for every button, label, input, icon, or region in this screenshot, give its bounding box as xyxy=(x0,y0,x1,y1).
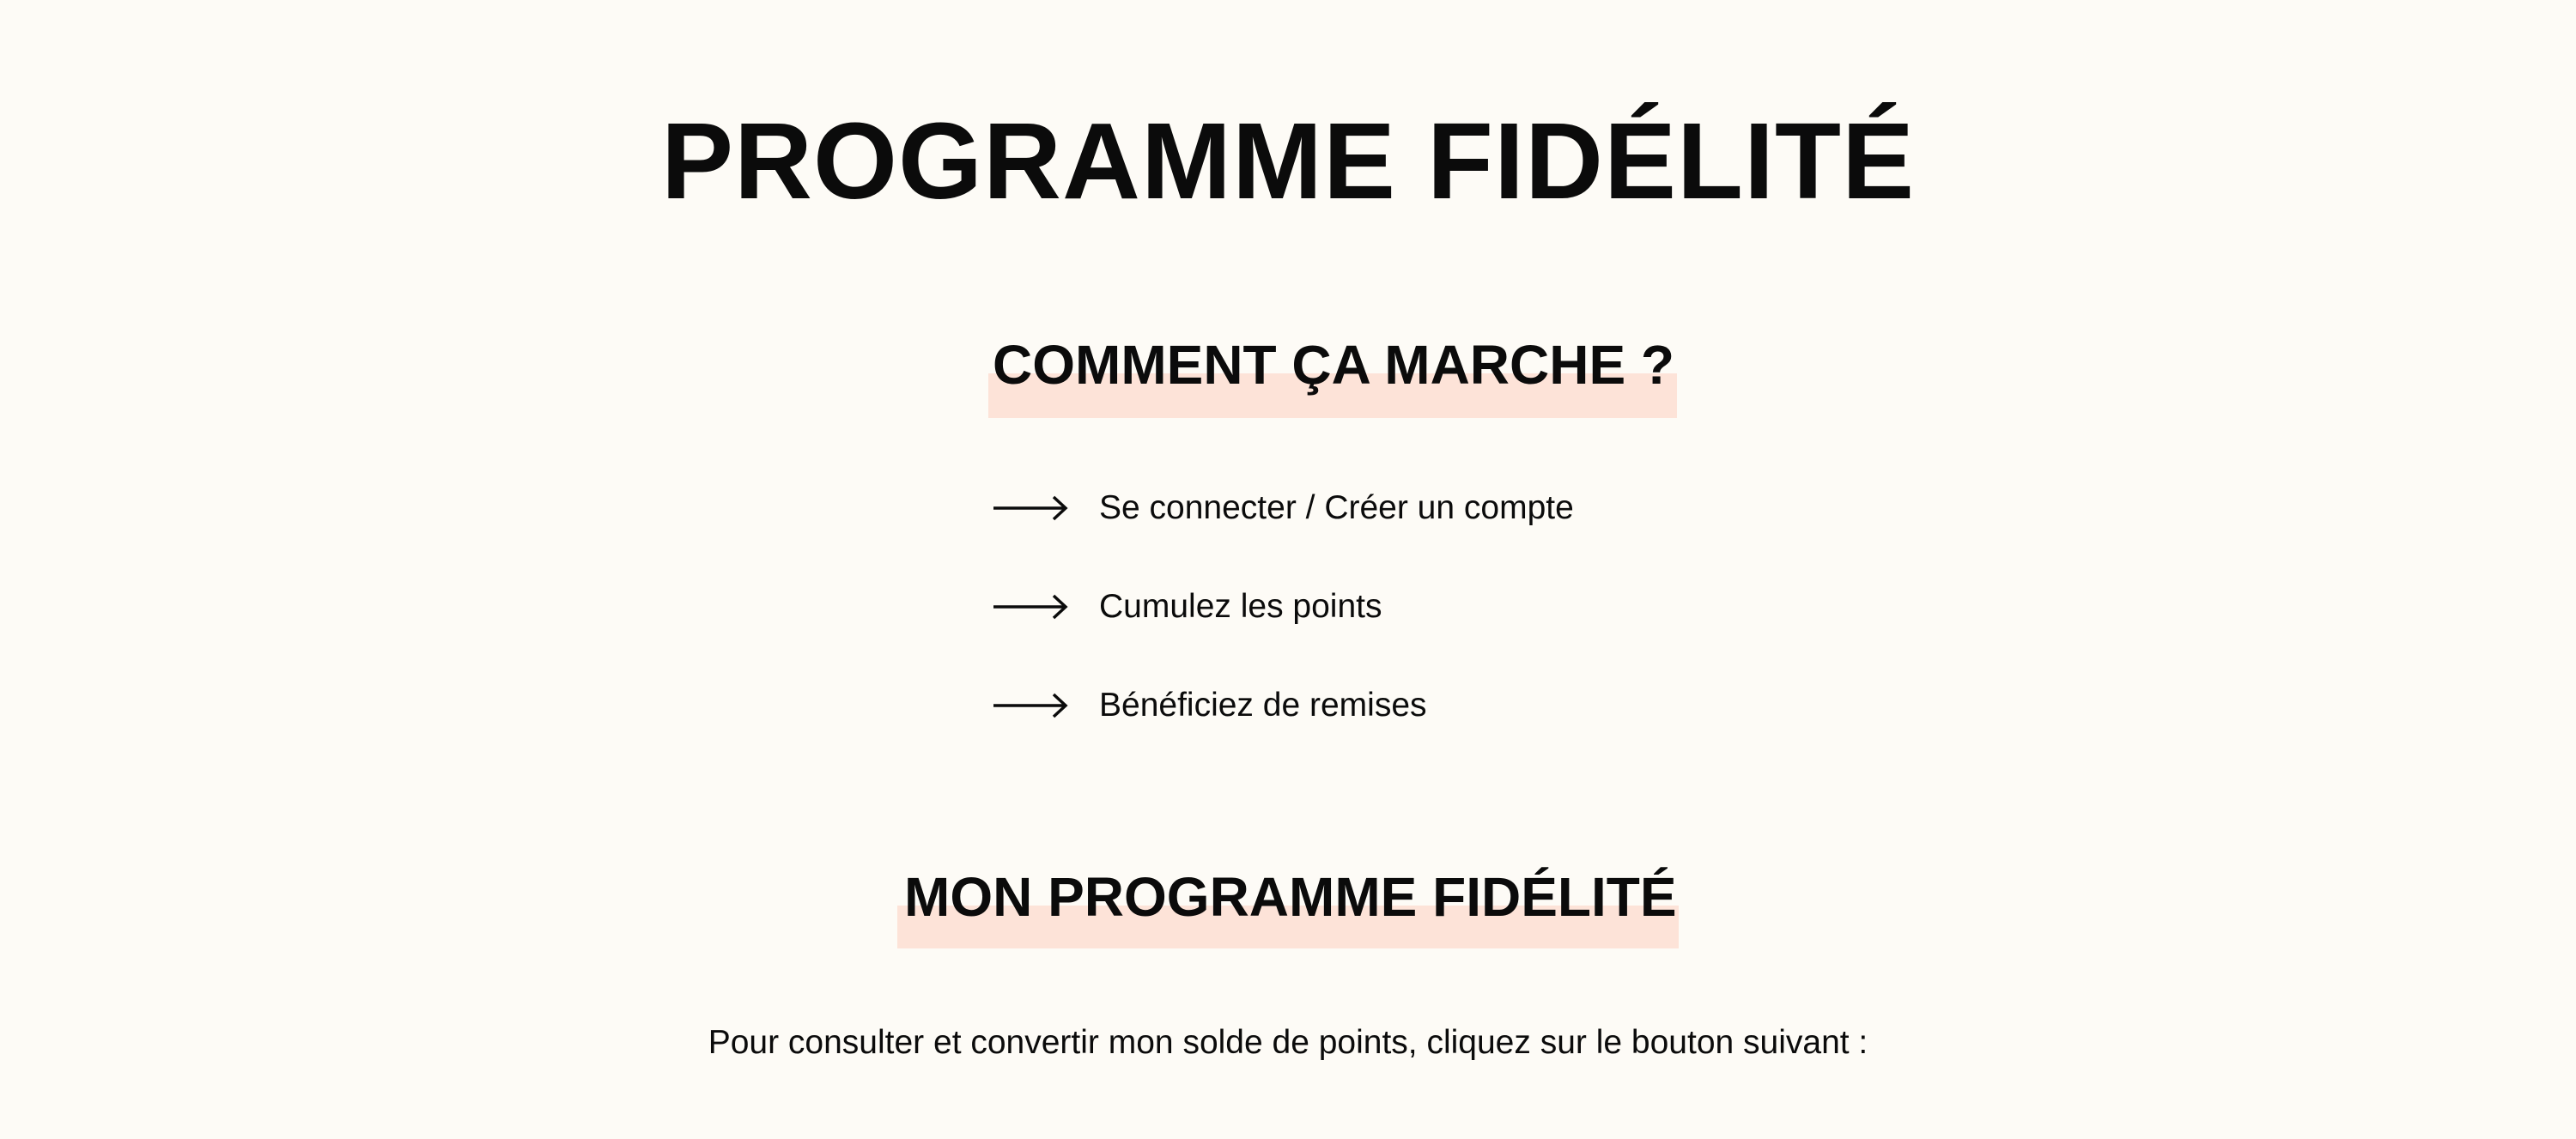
step-label: Bénéficiez de remises xyxy=(1099,687,1427,724)
step-item xyxy=(992,579,1574,678)
points-instruction-text: Pour consulter et convertir mon solde de points, cliquez sur le bouton suivant : xyxy=(708,1024,1868,1061)
my-program-heading-text: MON PROGRAMME FIDÉLITÉ xyxy=(904,866,1677,928)
arrow-right-icon xyxy=(992,481,1069,536)
step-label: Cumulez les points xyxy=(1099,588,1382,625)
page-title: PROGRAMME FIDÉLITÉ xyxy=(661,100,1915,221)
my-program-heading xyxy=(897,858,1679,953)
how-it-works-heading-text: COMMENT ÇA MARCHE ? xyxy=(993,334,1674,396)
arrow-right-icon xyxy=(992,579,1069,634)
how-it-works-heading xyxy=(988,326,1675,421)
step-label: Se connecter / Créer un compte xyxy=(1099,489,1574,526)
arrow-right-icon xyxy=(992,678,1069,733)
step-item xyxy=(992,481,1574,579)
step-item xyxy=(992,678,1574,777)
steps-list xyxy=(992,481,1574,777)
